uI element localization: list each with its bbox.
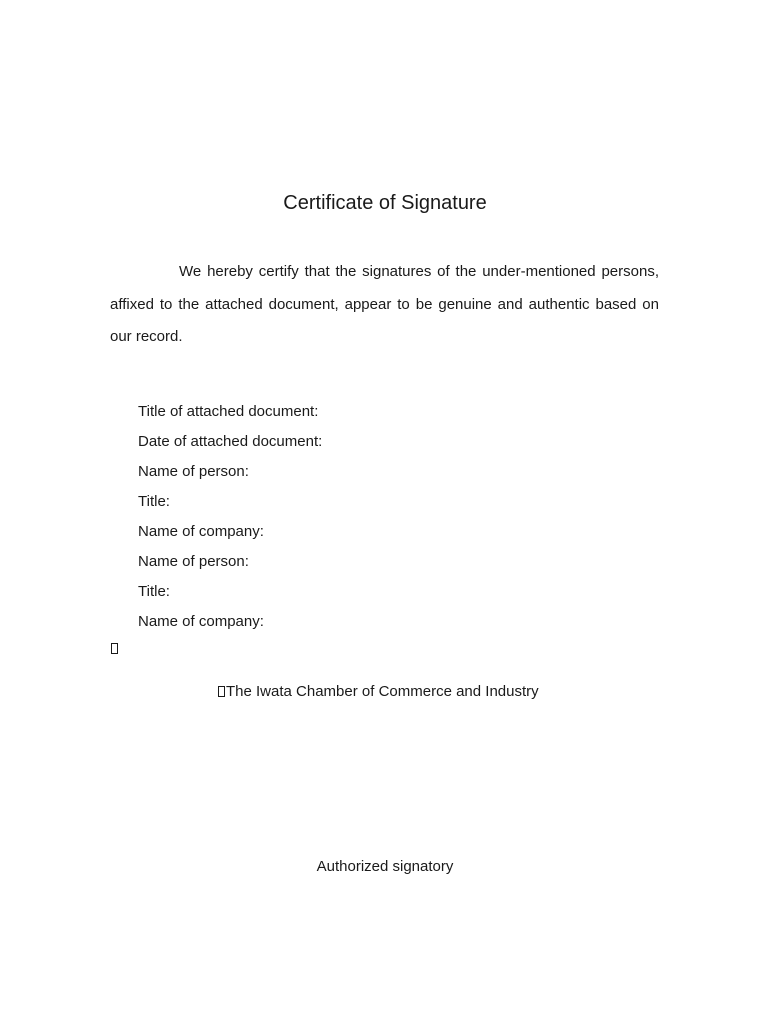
issuer-line (218, 682, 539, 702)
missing-glyph-box (218, 686, 225, 697)
field-person-name-2: Name of person: (138, 553, 249, 570)
field-person-name-1: Name of person: (138, 463, 249, 480)
field-person-title-1: Title: (138, 493, 170, 510)
issuer-name: The Iwata Chamber of Commerce and Industry (226, 683, 539, 700)
field-list (138, 397, 322, 637)
certification-statement: We hereby certify that the signatures of the under-mentioned persons, affixed to the attached document, appear to be genuine and authentic based on our record. (110, 263, 659, 345)
missing-glyph-box (111, 643, 118, 654)
document-title: Certificate of Signature (283, 192, 487, 214)
field-attached-document-date: Date of attached document: (138, 433, 323, 450)
field-company-name-1: Name of company: (138, 523, 264, 540)
authorized-signatory: Authorized signatory (316, 858, 454, 875)
field-company-name-2: Name of company: (138, 613, 264, 630)
field-attached-document-title: Title of attached document: (138, 403, 319, 420)
field-person-title-2: Title: (138, 583, 170, 600)
